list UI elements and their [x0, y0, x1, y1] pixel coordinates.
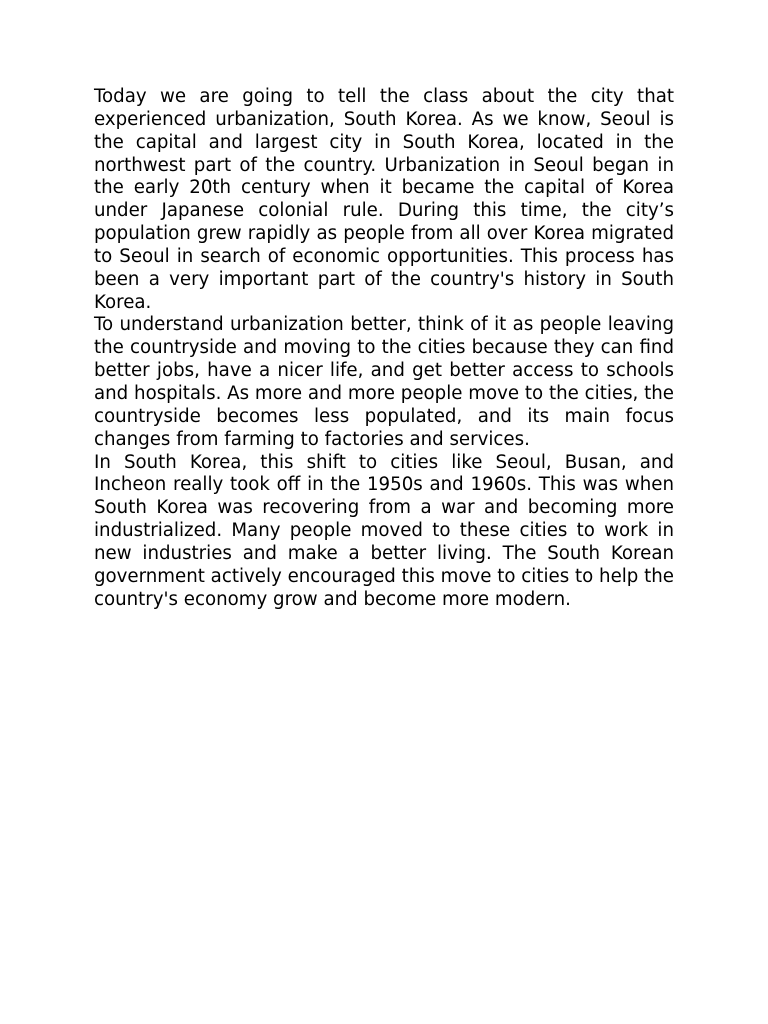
- paragraph-seoul-urbanization: Today we are going to tell the class about the city that experienced urbanization, South Korea. As we know, Seoul is the capital and largest city in South Korea, located in the northwest part of the country. Urbanization in Seoul began in the early 20th century when it became the capital of Korea under Japanese colonial rule. During this time, the city’s population grew rapidly as people from all over Korea migrated to Seoul in search of economic opportunities. This process has been a very important part of the country's history in South Korea.: [94, 86, 674, 313]
- document-body: [94, 86, 674, 611]
- paragraph-south-korea-shift: In South Korea, this shift to cities like Seoul, Busan, and Incheon really took off in the 1950s and 1960s. This was when South Korea was recovering from a war and becoming more industrialized. Many people moved to these cities to work in new industries and make a better living. The South Korean government actively encouraged this move to cities to help the country's economy grow and become more modern.: [94, 451, 674, 610]
- paragraph-urbanization-explained: To understand urbanization better, think of it as people leaving the countryside and moving to the cities because they can find better jobs, have a nicer life, and get better access to schools and hospitals. As more and more people move to the cities, the countryside becomes less populated, and its main focus changes from farming to factories and services.: [94, 314, 674, 450]
